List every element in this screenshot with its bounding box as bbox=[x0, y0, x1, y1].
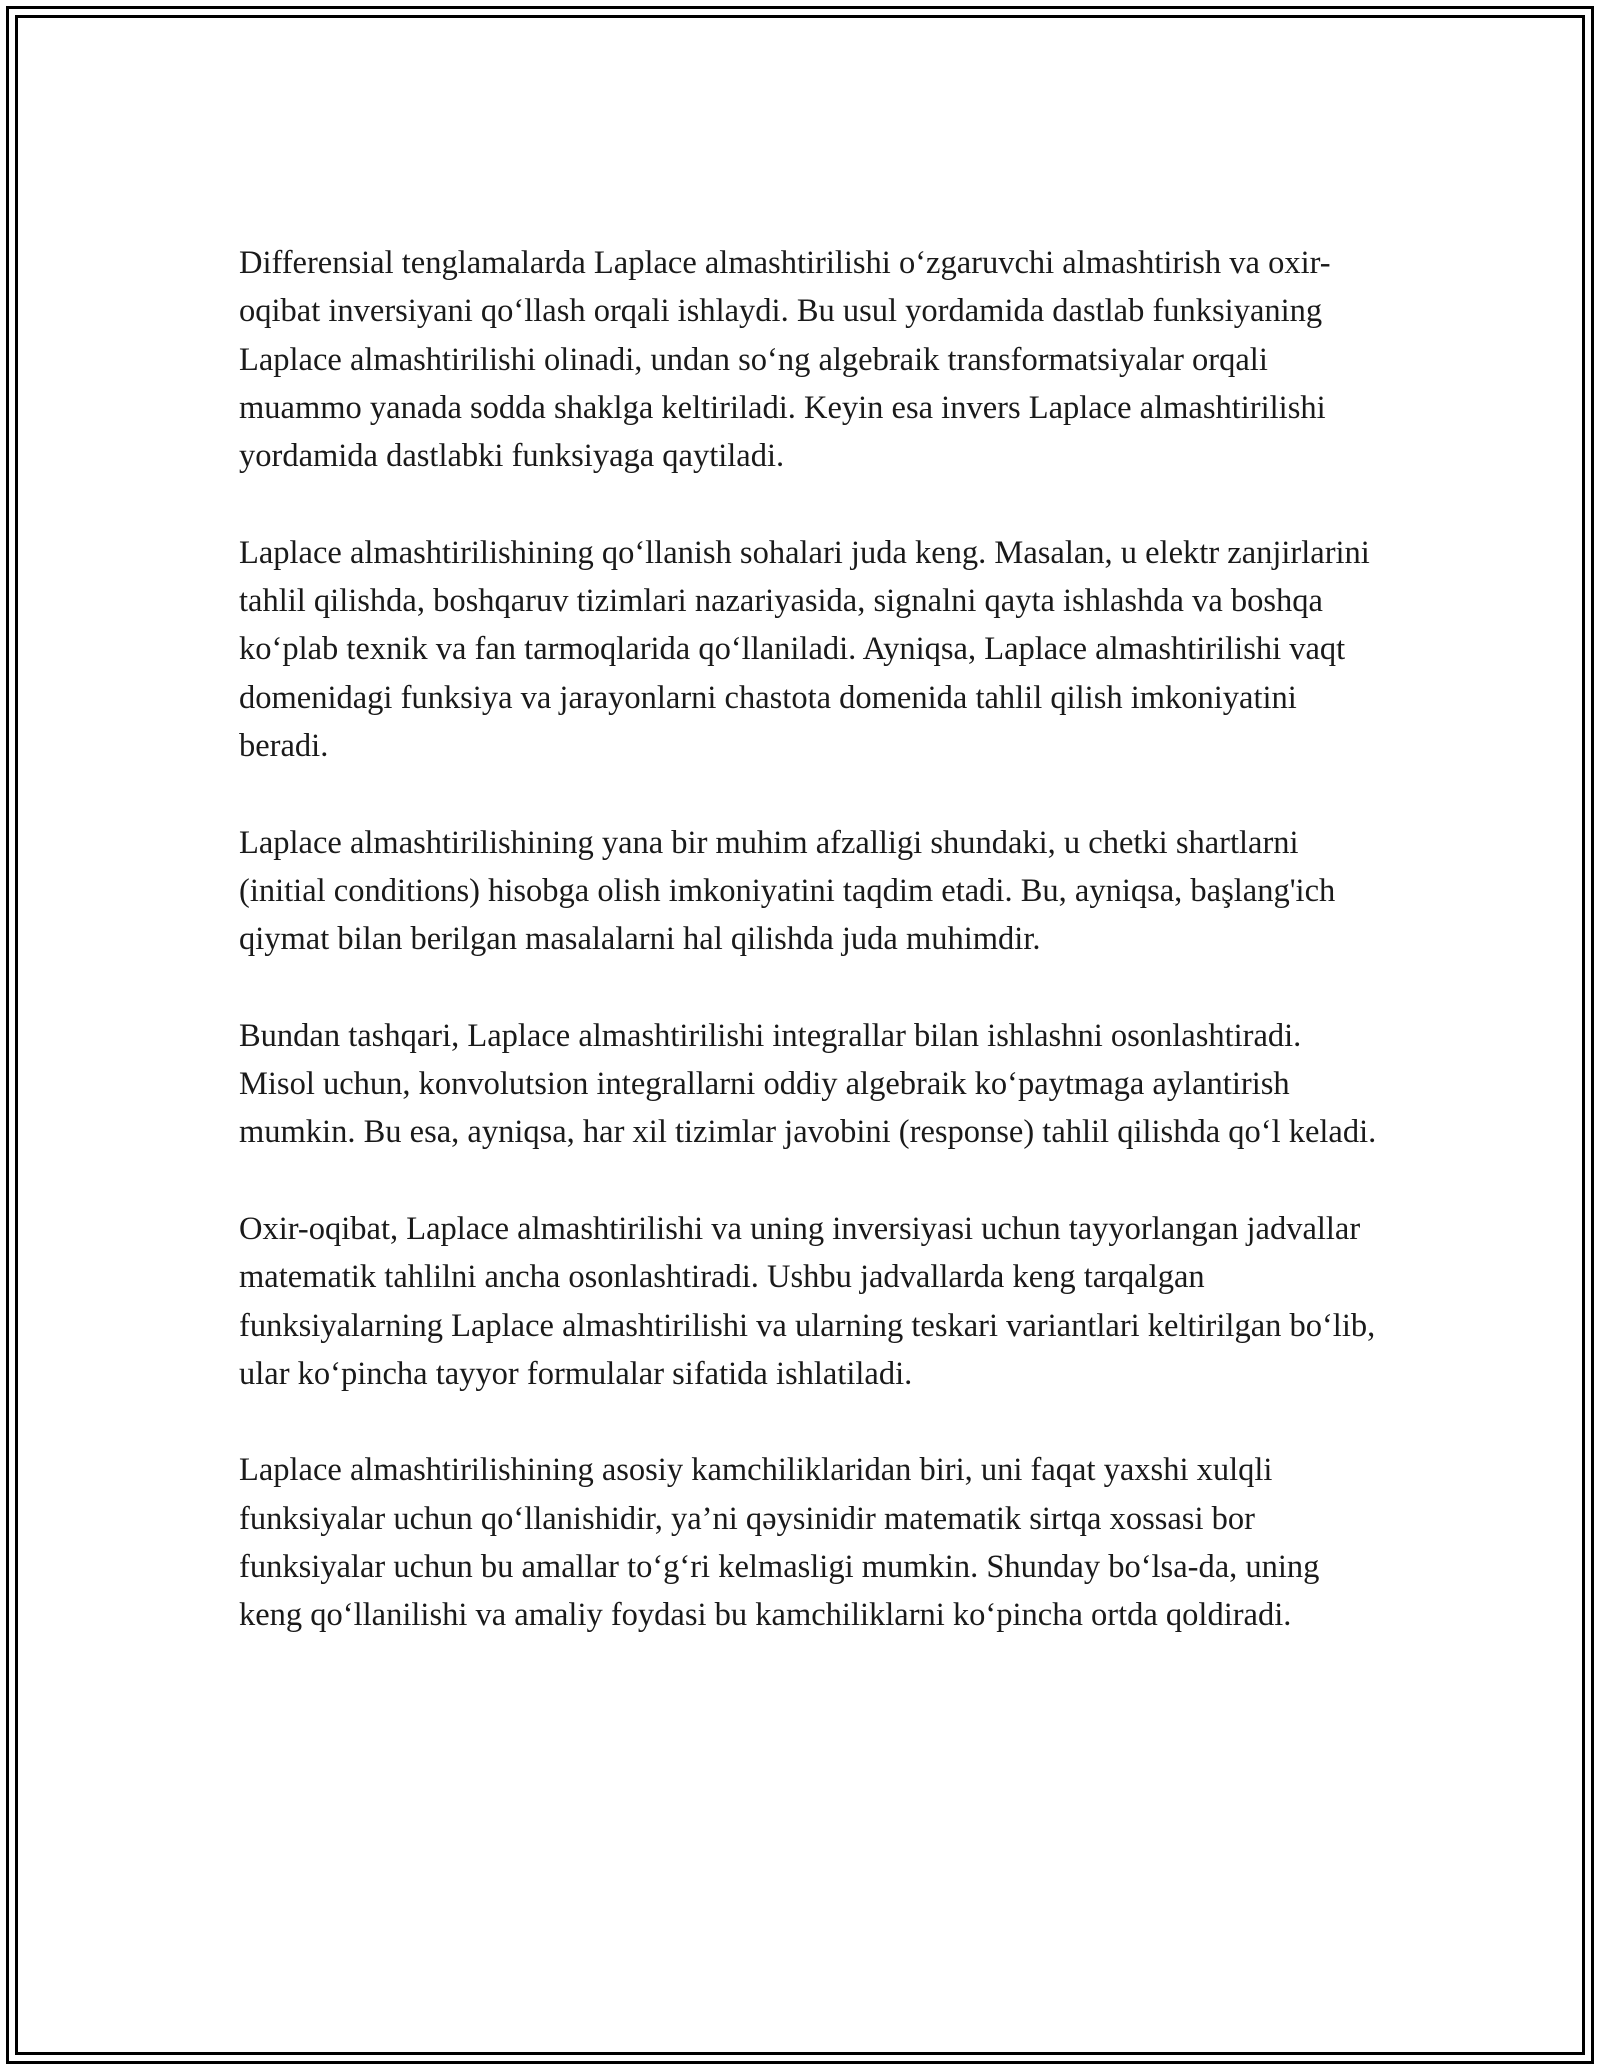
paragraph-4: Bundan tashqari, Laplace almashtirilishi integrallar bilan ishlashni osonlashtiradi. Misol uchun, konvolutsion integrallarni oddiy algebraik ko‘paytmaga aylantirish mumkin. Bu esa, ayniqsa, har xil tizimlar javobini (response) tahlil qilishda qo‘l keladi. bbox=[239, 1017, 1377, 1151]
paragraph-5: Oxir-oqibat, Laplace almashtirilishi va uning inversiyasi uchun tayyorlangan jadvallar matematik tahlilni ancha osonlashtiradi. Ushbu jadvallarda keng tarqalgan funksiyalarning Laplace almashtirilishi va ularning teskari variantlari keltirilgan bo‘lib, ular ko‘pincha tayyor formulalar sifatida ishlatiladi. bbox=[239, 1210, 1376, 1392]
paragraph-1: Differensial tenglamalarda Laplace almashtirilishi o‘zgaruvchi almashtirish va oxir-oqibat inversiyani qo‘llash orqali ishlaydi. Bu usul yordamida dastlab funksiyaning Laplace almashtirilishi olinadi, undan so‘ng algebraik transformatsiyalar orqali muammo yanada sodda shaklga keltiriladi. Keyin esa invers Laplace almashtirilishi yordamida dastlabki funksiyaga qaytiladi. bbox=[239, 245, 1331, 475]
paragraph-6: Laplace almashtirilishining asosiy kamchiliklaridan biri, uni faqat yaxshi xulqli funksiyalar uchun qo‘llanishidir, ya’ni qəysinidir matematik sirtqa xossasi bor funksiyalar uchun bu amallar to‘g‘ri kelmasligi mumkin. Shunday bo‘lsa-da, uning keng qo‘llanilishi va amaliy foydasi bu kamchiliklarni ko‘pincha ortda qoldiradi. bbox=[239, 1452, 1320, 1634]
paragraph-3: Laplace almashtirilishining yana bir muhim afzalligi shundaki, u chetki shartlarni (initial conditions) hisobga olish imkoniyatini taqdim etadi. Bu, ayniqsa, başlang'ich qiymat bilan berilgan masalalarni hal qilishda juda muhimdir. bbox=[239, 824, 1336, 958]
page-border-outer bbox=[6, 6, 1594, 2064]
paragraph-2: Laplace almashtirilishining qo‘llanish sohalari juda keng. Masalan, u elektr zanjirlarini tahlil qilishda, boshqaruv tizimlari nazariyasida, signalni qayta ishlashda va boshqa ko‘plab texnik va fan tarmoqlarida qo‘llaniladi. Ayniqsa, Laplace almashtirilishi vaqt domenidagi funksiya va jarayonlarni chastota domenida tahlil qilish imkoniyatini beradi. bbox=[239, 534, 1370, 764]
document-body bbox=[239, 239, 1379, 1640]
